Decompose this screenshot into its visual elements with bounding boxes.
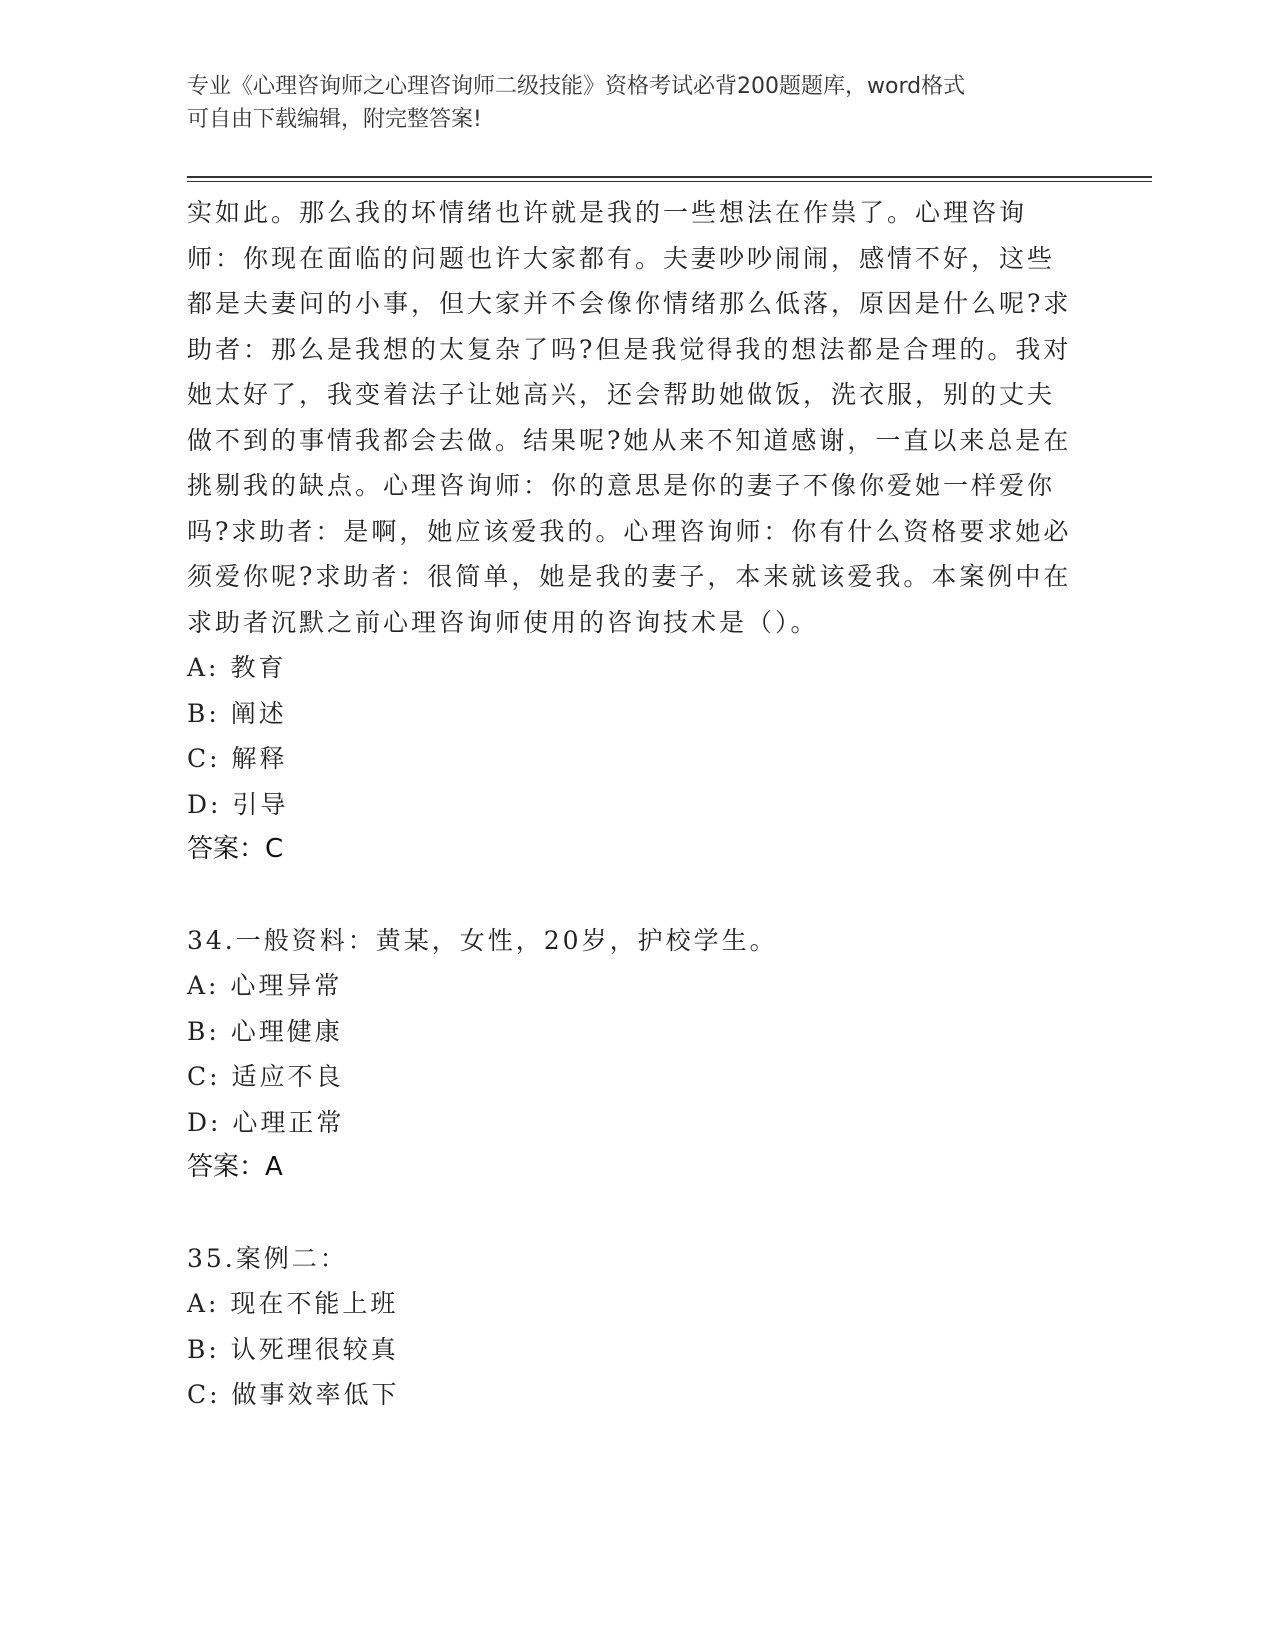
question-33 (187, 190, 1077, 873)
option-d: D: 心理正常 (187, 1107, 345, 1137)
header-title-line2: 可自由下载编辑，附完整答案! (187, 107, 482, 132)
option-c: C: 适应不良 (187, 1062, 344, 1091)
page-header (187, 70, 1067, 136)
option-d: D: 引导 (187, 789, 289, 819)
option-c: C: 做事效率低下 (187, 1380, 400, 1409)
answer-label: 答案：C (187, 834, 284, 864)
header-divider (187, 176, 1152, 178)
option-b: B: 认死理很较真 (187, 1334, 399, 1364)
option-a: A: 心理异常 (187, 971, 343, 1000)
header-title-line1: 专业《心理咨询师之心理咨询师二级技能》资格考试必背200题题库，word格式 (187, 74, 966, 99)
question-passage: 实如此。那么我的坏情绪也许就是我的一些想法在作祟了。心理咨询师：你现在面临的问题也许大家都有。夫妻吵吵闹闹，感情不好，这些都是夫妻问的小事，但大家并不会像你情绪那么低落，原因是什么呢?求助者：那么是我想的太复杂了吗?但是我觉得我的想法都是合理的。我对她太好了，我变着法子让她高兴，还会帮助她做饭，洗衣服，别的丈夫做不到的事情我都会去做。结果呢?她从来不知道感谢，一直以来总是在挑剔我的缺点。心理咨询师：你的意思是你的妻子不像你爱她一样爱你吗?求助者：是啊，她应该爱我的。心理咨询师：你有什么资格要求她必须爱你呢?求助者：很简单，她是我的妻子，本来就该爱我。本案例中在求助者沉默之前心理咨询师使用的咨询技术是（）。 (187, 198, 1072, 637)
option-b: B: 阐述 (187, 698, 287, 728)
document-body (187, 190, 1077, 1418)
question-title: 35.案例二： (187, 1243, 348, 1273)
option-b: B: 心理健康 (187, 1016, 343, 1046)
question-34 (187, 918, 1077, 1191)
option-a: A: 现在不能上班 (187, 1289, 399, 1318)
question-35 (187, 1236, 1077, 1418)
question-title: 34.一般资料：黄某，女性，20岁，护校学生。 (187, 925, 778, 955)
spacer (187, 1191, 1077, 1236)
header-divider-thin (187, 181, 1152, 182)
option-c: C: 解释 (187, 744, 288, 773)
answer-label: 答案：A (187, 1152, 283, 1182)
spacer (187, 873, 1077, 918)
option-a: A: 教育 (187, 653, 287, 682)
